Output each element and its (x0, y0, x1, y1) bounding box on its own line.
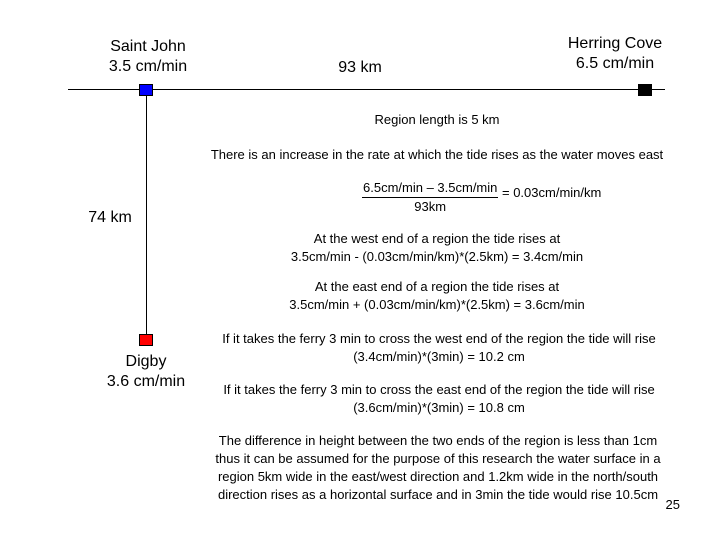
east-end-line2: 3.5cm/min + (0.03cm/min/km)*(2.5km) = 3.6cm/min (289, 297, 585, 312)
conclusion-line: The difference in height between the two ends of the region is less than 1cm (218, 433, 658, 448)
conclusion-text (188, 432, 688, 504)
ferry-east-text (199, 381, 679, 417)
east-west-distance: 93 km (338, 59, 382, 76)
gradient-result: = 0.03cm/min/km (502, 185, 602, 200)
conclusion-line: thus it can be assumed for the purpose of this research the water surface in a (215, 451, 661, 466)
east-west-line (68, 89, 665, 90)
ferry-west-text (199, 330, 679, 366)
east-end-text (237, 278, 637, 314)
digby-label (94, 352, 198, 392)
herring-cove-label (550, 34, 680, 74)
herring-cove-rate: 6.5 cm/min (575, 55, 655, 72)
north-south-distance: 74 km (88, 209, 132, 226)
saint-john-marker (139, 84, 153, 96)
herring-cove-name: Herring Cove (567, 35, 663, 52)
east-end-line1: At the east end of a region the tide rises at (314, 279, 560, 294)
region-length-text: Region length is 5 km (374, 112, 500, 127)
conclusion-line: direction rises as a horizontal surface and in 3min the tide would rise 10.5cm (217, 487, 659, 502)
ferry-west-line1: If it takes the ferry 3 min to cross the west end of the region the tide will rise (222, 331, 656, 346)
ferry-east-line1: If it takes the ferry 3 min to cross the east end of the region the tide will rise (223, 382, 655, 397)
saint-john-label (88, 37, 208, 77)
west-end-line1: At the west end of a region the tide rises at (313, 231, 561, 246)
digby-rate: 3.6 cm/min (106, 373, 186, 390)
gradient-formula (362, 179, 662, 216)
saint-john-rate: 3.5 cm/min (108, 58, 188, 75)
page-number: 25 (665, 497, 680, 512)
increase-note: There is an increase in the rate at which the tide rises as the water moves east (210, 147, 664, 162)
west-end-line2: 3.5cm/min - (0.03cm/min/km)*(2.5km) = 3.4cm/min (290, 249, 584, 264)
gradient-denominator: 93km (414, 199, 447, 214)
herring-cove-marker (638, 84, 652, 96)
conclusion-line: region 5km wide in the east/west direction and 1.2km wide in the north/south (217, 469, 659, 484)
digby-marker (139, 334, 153, 346)
west-end-text (237, 230, 637, 266)
ferry-west-line2: (3.4cm/min)*(3min) = 10.2 cm (353, 349, 525, 364)
gradient-numerator: 6.5cm/min – 3.5cm/min (362, 179, 498, 198)
digby-name: Digby (125, 353, 167, 370)
ferry-east-line2: (3.6cm/min)*(3min) = 10.8 cm (353, 400, 525, 415)
saint-john-name: Saint John (110, 38, 186, 55)
